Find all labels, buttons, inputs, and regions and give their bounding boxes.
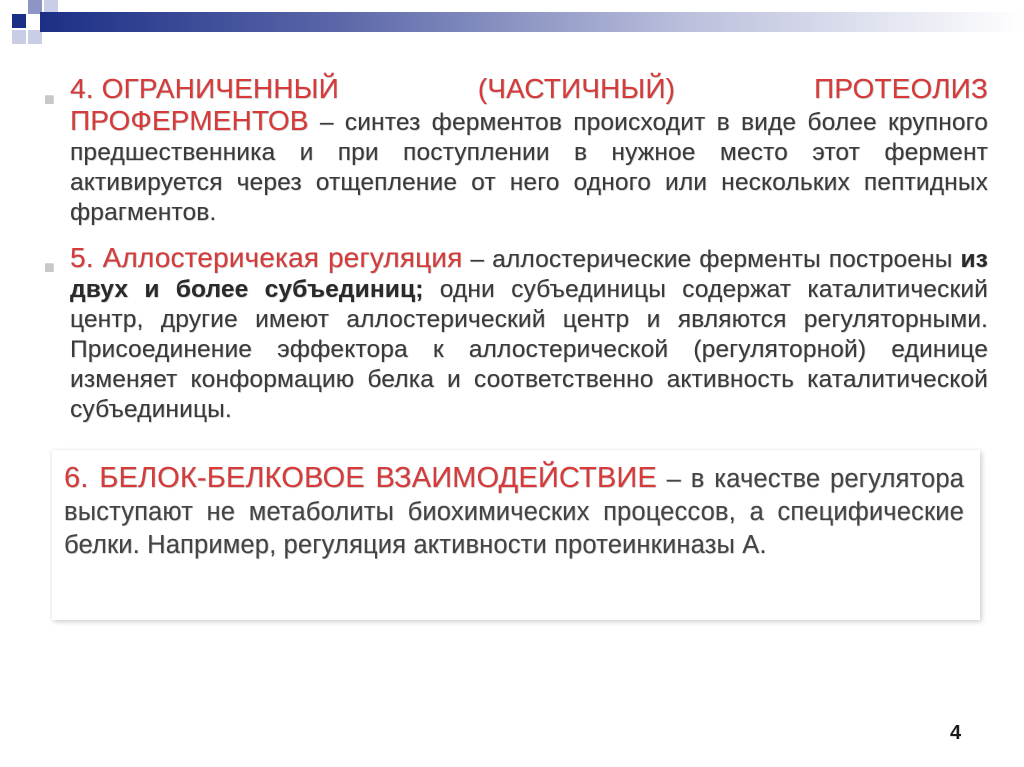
heading-part: ПРОТЕОЛИЗ bbox=[814, 73, 988, 104]
paragraph-5 bbox=[70, 243, 988, 425]
paragraph-6-heading: 6. БЕЛОК-БЕЛКОВОЕ ВЗАИМОДЕЙСТВИЕ bbox=[64, 462, 657, 494]
heading-part: 4. ОГРАНИЧЕННЫЙ bbox=[70, 73, 339, 104]
paragraph-4 bbox=[70, 72, 988, 228]
page-number: 4 bbox=[950, 722, 962, 744]
paragraph-5-heading: 5. Аллостеричекая регуляция bbox=[70, 242, 463, 273]
paragraph-5-body-a: – аллостерические ферменты построены bbox=[462, 246, 961, 273]
paragraph-6 bbox=[64, 462, 964, 562]
paragraph-5-body-b: одни субъединицы содержат каталитический центр, другие имеют аллостерический центр и являются регуляторными. Присоединение эффектора к аллостерической (регуляторной) единице изменяет конформацию белка и соответственно активность каталитической субъединицы. bbox=[70, 276, 988, 423]
bullet-icon: ■ bbox=[44, 257, 55, 277]
paragraph-4-heading-cont: ПРОФЕРМЕНТОВ bbox=[70, 105, 309, 136]
heading-part: (ЧАСТИЧНЫЙ) bbox=[477, 73, 676, 104]
corner-square-navy bbox=[12, 14, 26, 28]
header-gradient-bar bbox=[40, 12, 1024, 32]
paragraph-4-heading bbox=[70, 72, 988, 106]
corner-square-light-2 bbox=[12, 30, 26, 44]
bullet-icon: ■ bbox=[44, 89, 55, 109]
paragraph-6-body: – в качестве регулятора выступают не метаболиты биохимических процессов, а специфические белки. Например, регуляция активности протеинкиназы А. bbox=[64, 465, 964, 559]
paragraph-5-bold: из двух и более субъединиц; bbox=[70, 246, 988, 303]
corner-square-light bbox=[28, 30, 42, 44]
paragraph-4-body: – синтез ферментов происходит в виде более крупного предшественника и при поступлении в нужное место этот фермент активируется через отщепление от него одного или нескольких пептидных фрагментов. bbox=[70, 109, 988, 226]
